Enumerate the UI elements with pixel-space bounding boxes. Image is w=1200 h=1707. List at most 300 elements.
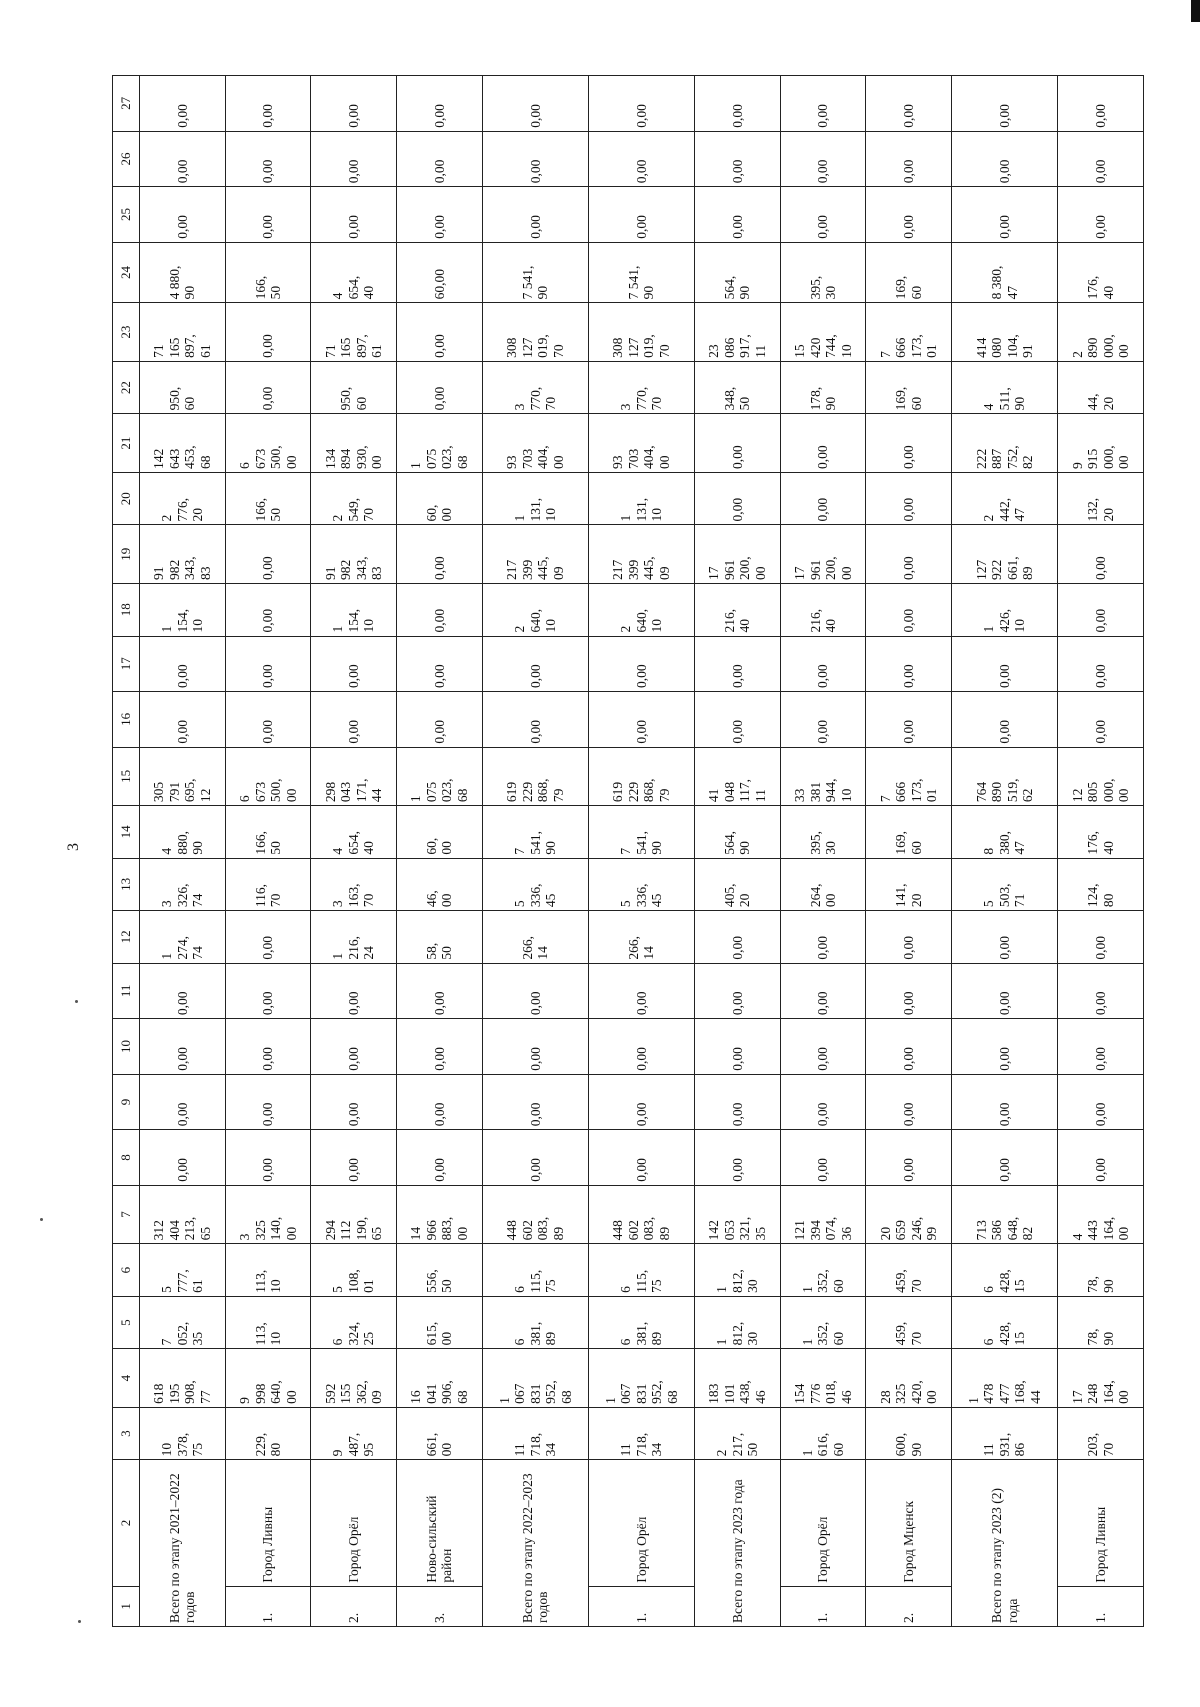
- table-cell: 0,00: [482, 1130, 588, 1186]
- row-municipality: Город Ливны: [225, 1460, 311, 1586]
- row-group-label: Всего по этапу 2021–2022 годов: [140, 1460, 226, 1627]
- table-cell: 11 718, 34: [588, 1407, 694, 1460]
- table-cell: 183 101 438, 46: [695, 1349, 781, 1408]
- table-cell: 127 922 661, 89: [952, 525, 1058, 584]
- table-cell: 6 673 500, 00: [225, 414, 311, 473]
- row-index: 1.: [588, 1586, 694, 1626]
- column-header: 22: [113, 361, 140, 414]
- column-header: 7: [113, 1185, 140, 1244]
- row-municipality: Город Мценск: [866, 1460, 952, 1586]
- table-cell: 7 666 173, 01: [866, 303, 952, 362]
- table-cell: 6 381, 89: [482, 1296, 588, 1349]
- table-cell: 0,00: [588, 187, 694, 243]
- table-cell: 0,00: [482, 187, 588, 243]
- table-cell: 0,00: [695, 692, 781, 748]
- table-cell: 91 982 343, 83: [140, 525, 226, 584]
- table-cell: 178, 90: [780, 361, 866, 414]
- table-cell: 0,00: [780, 1019, 866, 1075]
- table-cell: 169, 60: [866, 806, 952, 859]
- table-cell: 0,00: [588, 692, 694, 748]
- table-cell: 7 541, 90: [588, 806, 694, 859]
- table-cell: 124, 80: [1058, 858, 1144, 911]
- table-cell: 615, 00: [397, 1296, 483, 1349]
- table-cell: 166, 50: [225, 472, 311, 525]
- table-cell: 3 325 140, 00: [225, 1185, 311, 1244]
- table-cell: 0,00: [140, 692, 226, 748]
- table-cell: 142 643 453, 68: [140, 414, 226, 473]
- table-cell: 78, 90: [1058, 1244, 1144, 1297]
- table-cell: 6 115, 75: [588, 1244, 694, 1297]
- table-cell: 0,00: [225, 76, 311, 132]
- table-cell: 2 776, 20: [140, 472, 226, 525]
- table-cell: 60, 00: [397, 472, 483, 525]
- table-cell: 0,00: [482, 636, 588, 692]
- table-cell: 0,00: [225, 187, 311, 243]
- table-cell: 78, 90: [1058, 1296, 1144, 1349]
- table-cell: 5 503, 71: [952, 858, 1058, 911]
- table-cell: 33 381 944, 10: [780, 747, 866, 806]
- table-cell: 0,00: [397, 584, 483, 637]
- column-header: 25: [113, 187, 140, 243]
- column-header: 19: [113, 525, 140, 584]
- column-header: 17: [113, 636, 140, 692]
- table-cell: 113, 10: [225, 1296, 311, 1349]
- table-cell: 229, 80: [225, 1407, 311, 1460]
- column-header: 24: [113, 242, 140, 303]
- table-cell: 0,00: [866, 525, 952, 584]
- table-cell: 71 165 897, 61: [140, 303, 226, 362]
- table-cell: 217 399 445, 09: [482, 525, 588, 584]
- table-cell: 0,00: [482, 1019, 588, 1075]
- table-cell: 0,00: [588, 1074, 694, 1130]
- row-municipality: Город Ливны: [1058, 1460, 1144, 1586]
- table-cell: 154 776 018, 46: [780, 1349, 866, 1408]
- table-cell: 169, 60: [866, 242, 952, 303]
- table-cell: 0,00: [397, 131, 483, 187]
- column-header: 16: [113, 692, 140, 748]
- row-group-label: Всего по этапу 2023 года: [695, 1460, 781, 1627]
- edge-mark: [1191, 0, 1200, 22]
- table-cell: 0,00: [482, 963, 588, 1019]
- table-cell: 7 052, 35: [140, 1296, 226, 1349]
- table-row: [140, 76, 226, 1627]
- table-cell: 0,00: [952, 131, 1058, 187]
- table-cell: 1 216, 24: [311, 911, 397, 964]
- table-row: [866, 76, 952, 1627]
- table-cell: 0,00: [311, 636, 397, 692]
- table-cell: 0,00: [140, 636, 226, 692]
- table-cell: 1 131, 10: [482, 472, 588, 525]
- table-cell: 0,00: [866, 1074, 952, 1130]
- table-cell: 0,00: [780, 1130, 866, 1186]
- table-cell: 308 127 019, 70: [482, 303, 588, 362]
- table-cell: 448 602 083, 89: [588, 1185, 694, 1244]
- column-header: 2: [113, 1460, 140, 1586]
- table-cell: 0,00: [695, 963, 781, 1019]
- stray-dot: [75, 1000, 78, 1003]
- table-cell: 93 703 404, 00: [482, 414, 588, 473]
- table-cell: 7 541, 90: [482, 242, 588, 303]
- table-cell: 0,00: [952, 636, 1058, 692]
- table-cell: 0,00: [1058, 1019, 1144, 1075]
- table-cell: 116, 70: [225, 858, 311, 911]
- column-header: 4: [113, 1349, 140, 1408]
- table-row: [397, 76, 483, 1627]
- table-cell: 0,00: [311, 1019, 397, 1075]
- table-cell: 0,00: [866, 1130, 952, 1186]
- table-cell: 0,00: [780, 911, 866, 964]
- table-cell: 2 442, 47: [952, 472, 1058, 525]
- column-header: 20: [113, 472, 140, 525]
- table-cell: 2 217, 50: [695, 1407, 781, 1460]
- table-cell: 91 982 343, 83: [311, 525, 397, 584]
- table-cell: 0,00: [140, 76, 226, 132]
- table-cell: 1 352, 60: [780, 1296, 866, 1349]
- header-row: [113, 76, 140, 1627]
- table-cell: 0,00: [397, 525, 483, 584]
- table-cell: 1 426, 10: [952, 584, 1058, 637]
- table-cell: 1 067 831 952, 68: [588, 1349, 694, 1408]
- table-cell: 0,00: [952, 187, 1058, 243]
- table-cell: 448 602 083, 89: [482, 1185, 588, 1244]
- row-index: 1.: [780, 1586, 866, 1626]
- table-cell: 0,00: [140, 1019, 226, 1075]
- table-cell: 17 961 200, 00: [695, 525, 781, 584]
- table-row: [952, 76, 1058, 1627]
- table-cell: 17 248 164, 00: [1058, 1349, 1144, 1408]
- table-cell: 5 777, 61: [140, 1244, 226, 1297]
- row-group-label: Всего по этапу 2022–2023 годов: [482, 1460, 588, 1627]
- table-cell: 0,00: [695, 472, 781, 525]
- table-cell: 0,00: [866, 636, 952, 692]
- table-cell: 661, 00: [397, 1407, 483, 1460]
- table-cell: 2 640, 10: [588, 584, 694, 637]
- table-cell: 2 890 000, 00: [1058, 303, 1144, 362]
- table-cell: 0,00: [1058, 584, 1144, 637]
- table-cell: 216, 40: [780, 584, 866, 637]
- table-cell: 14 966 883, 00: [397, 1185, 483, 1244]
- table-row: [695, 76, 781, 1627]
- table-cell: 0,00: [397, 963, 483, 1019]
- table-cell: 0,00: [866, 414, 952, 473]
- table-cell: 713 586 648, 82: [952, 1185, 1058, 1244]
- table-cell: 0,00: [780, 131, 866, 187]
- table-cell: 216, 40: [695, 584, 781, 637]
- column-header: 15: [113, 747, 140, 806]
- table-cell: 3 770, 70: [482, 361, 588, 414]
- stray-dot: [40, 1218, 43, 1221]
- table-cell: 0,00: [866, 963, 952, 1019]
- table-cell: 0,00: [1058, 1130, 1144, 1186]
- table-cell: 0,00: [311, 963, 397, 1019]
- table-cell: 8 380, 47: [952, 242, 1058, 303]
- row-municipality: Ново-сильский район: [397, 1460, 483, 1586]
- table-cell: 3 163, 70: [311, 858, 397, 911]
- page-number: 3: [65, 843, 82, 851]
- table-cell: 1 352, 60: [780, 1244, 866, 1297]
- table-cell: 11 718, 34: [482, 1407, 588, 1460]
- table-cell: 1 812, 30: [695, 1244, 781, 1297]
- table-cell: 1 131, 10: [588, 472, 694, 525]
- table-cell: 46, 00: [397, 858, 483, 911]
- table-cell: 2 640, 10: [482, 584, 588, 637]
- table-cell: 9 915 000, 00: [1058, 414, 1144, 473]
- table-cell: 0,00: [866, 472, 952, 525]
- table-cell: 60, 00: [397, 806, 483, 859]
- table-cell: 0,00: [1058, 76, 1144, 132]
- table-cell: 0,00: [225, 692, 311, 748]
- column-header: 23: [113, 303, 140, 362]
- table-cell: 0,00: [695, 911, 781, 964]
- table-cell: 950, 60: [140, 361, 226, 414]
- table-cell: 0,00: [225, 1019, 311, 1075]
- table-cell: 1 154, 10: [140, 584, 226, 637]
- table-cell: 113, 10: [225, 1244, 311, 1297]
- data-table: [112, 75, 1144, 1627]
- table-cell: 4 654, 40: [311, 806, 397, 859]
- table-cell: 405, 20: [695, 858, 781, 911]
- table-cell: 0,00: [1058, 525, 1144, 584]
- table-cell: 28 325 420, 00: [866, 1349, 952, 1408]
- table-cell: 0,00: [225, 525, 311, 584]
- table-cell: 0,00: [780, 472, 866, 525]
- table-cell: 6 381, 89: [588, 1296, 694, 1349]
- table-cell: 12 805 000, 00: [1058, 747, 1144, 806]
- table-cell: 0,00: [588, 636, 694, 692]
- table-cell: 7 541, 90: [482, 806, 588, 859]
- table-cell: 0,00: [780, 963, 866, 1019]
- table-cell: 71 165 897, 61: [311, 303, 397, 362]
- table-cell: 0,00: [311, 1074, 397, 1130]
- table-cell: 764 890 519, 62: [952, 747, 1058, 806]
- table-cell: 0,00: [140, 1074, 226, 1130]
- table-cell: 0,00: [311, 76, 397, 132]
- table-cell: 5 336, 45: [482, 858, 588, 911]
- table-cell: 556, 50: [397, 1244, 483, 1297]
- row-municipality: Город Орёл: [588, 1460, 694, 1586]
- table-cell: 132, 20: [1058, 472, 1144, 525]
- table-cell: 0,00: [780, 414, 866, 473]
- table-cell: 0,00: [397, 1074, 483, 1130]
- table-cell: 0,00: [140, 1130, 226, 1186]
- table-cell: 0,00: [397, 187, 483, 243]
- table-cell: 298 043 171, 44: [311, 747, 397, 806]
- table-cell: 141, 20: [866, 858, 952, 911]
- table-cell: 0,00: [695, 187, 781, 243]
- table-cell: 600, 90: [866, 1407, 952, 1460]
- table-cell: 0,00: [952, 963, 1058, 1019]
- table-cell: 305 791 695, 12: [140, 747, 226, 806]
- table-cell: 395, 30: [780, 242, 866, 303]
- table-cell: 58, 50: [397, 911, 483, 964]
- table-cell: 1 075 023, 68: [397, 414, 483, 473]
- table-cell: 0,00: [225, 1074, 311, 1130]
- table-cell: 0,00: [397, 692, 483, 748]
- table-cell: 0,00: [311, 131, 397, 187]
- table-cell: 0,00: [695, 414, 781, 473]
- table-cell: 2 549, 70: [311, 472, 397, 525]
- table-cell: 4 880, 90: [140, 806, 226, 859]
- row-municipality: Город Орёл: [311, 1460, 397, 1586]
- column-header: 8: [113, 1130, 140, 1186]
- table-cell: 4 511, 90: [952, 361, 1058, 414]
- table-cell: 0,00: [952, 692, 1058, 748]
- table-cell: 4 880, 90: [140, 242, 226, 303]
- column-header: 14: [113, 806, 140, 859]
- table-cell: 0,00: [1058, 131, 1144, 187]
- table-cell: 6 115, 75: [482, 1244, 588, 1297]
- table-cell: 0,00: [780, 636, 866, 692]
- column-header: 11: [113, 963, 140, 1019]
- table-cell: 166, 50: [225, 242, 311, 303]
- table-cell: 203, 70: [1058, 1407, 1144, 1460]
- table-cell: 142 053 321, 35: [695, 1185, 781, 1244]
- table-cell: 0,00: [866, 76, 952, 132]
- table-cell: 0,00: [588, 963, 694, 1019]
- table-cell: 0,00: [588, 1130, 694, 1186]
- table-cell: 0,00: [225, 636, 311, 692]
- table-cell: 0,00: [311, 187, 397, 243]
- table-cell: 0,00: [695, 131, 781, 187]
- row-index: 2.: [311, 1586, 397, 1626]
- table-cell: 0,00: [225, 963, 311, 1019]
- table-cell: 6 673 500, 00: [225, 747, 311, 806]
- table-cell: 1 812, 30: [695, 1296, 781, 1349]
- table-cell: 121 394 074, 36: [780, 1185, 866, 1244]
- table-cell: 564, 90: [695, 806, 781, 859]
- table-cell: 176, 40: [1058, 806, 1144, 859]
- table-cell: 619 229 868, 79: [482, 747, 588, 806]
- table-cell: 0,00: [397, 636, 483, 692]
- table-cell: 4 443 164, 00: [1058, 1185, 1144, 1244]
- table-cell: 0,00: [866, 584, 952, 637]
- column-header: 9: [113, 1074, 140, 1130]
- table-cell: 176, 40: [1058, 242, 1144, 303]
- table-cell: 10 378, 75: [140, 1407, 226, 1460]
- rotated-table-wrapper: [112, 75, 1144, 1627]
- table-cell: 592 155 362, 09: [311, 1349, 397, 1408]
- table-cell: 0,00: [695, 1019, 781, 1075]
- table-cell: 44, 20: [1058, 361, 1144, 414]
- table-cell: 0,00: [866, 131, 952, 187]
- table-cell: 16 041 906, 68: [397, 1349, 483, 1408]
- table-cell: 0,00: [952, 76, 1058, 132]
- table-cell: 264, 00: [780, 858, 866, 911]
- table-cell: 266, 14: [588, 911, 694, 964]
- table-cell: 0,00: [695, 1074, 781, 1130]
- row-index: 1.: [1058, 1586, 1144, 1626]
- table-cell: 0,00: [1058, 963, 1144, 1019]
- table-cell: 0,00: [225, 584, 311, 637]
- column-header: 5: [113, 1296, 140, 1349]
- table-row: [1058, 76, 1144, 1627]
- table-cell: 0,00: [397, 361, 483, 414]
- table-cell: 618 195 908, 77: [140, 1349, 226, 1408]
- table-cell: 0,00: [397, 1019, 483, 1075]
- table-row: [311, 76, 397, 1627]
- table-cell: 0,00: [1058, 187, 1144, 243]
- table-cell: 4 654, 40: [311, 242, 397, 303]
- table-row: [588, 76, 694, 1627]
- table-cell: 0,00: [482, 76, 588, 132]
- table-cell: 5 336, 45: [588, 858, 694, 911]
- table-cell: 17 961 200, 00: [780, 525, 866, 584]
- table-cell: 6 324, 25: [311, 1296, 397, 1349]
- table-cell: 348, 50: [695, 361, 781, 414]
- table-cell: 0,00: [140, 131, 226, 187]
- column-header: 12: [113, 911, 140, 964]
- column-header: 26: [113, 131, 140, 187]
- table-cell: 6 428, 15: [952, 1296, 1058, 1349]
- table-cell: 459, 70: [866, 1296, 952, 1349]
- table-cell: 9 998 640, 00: [225, 1349, 311, 1408]
- table-cell: 1 478 477 168, 44: [952, 1349, 1058, 1408]
- table-cell: 0,00: [780, 187, 866, 243]
- table-cell: 9 487, 95: [311, 1407, 397, 1460]
- table-cell: 1 075 023, 68: [397, 747, 483, 806]
- table-cell: 0,00: [952, 1074, 1058, 1130]
- table-cell: 0,00: [866, 1019, 952, 1075]
- table-cell: 41 048 117, 11: [695, 747, 781, 806]
- table-cell: 0,00: [1058, 692, 1144, 748]
- table-cell: 0,00: [588, 1019, 694, 1075]
- stray-dot: [78, 1620, 81, 1623]
- table-cell: 0,00: [225, 131, 311, 187]
- table-cell: 619 229 868, 79: [588, 747, 694, 806]
- table-cell: 0,00: [1058, 911, 1144, 964]
- table-cell: 0,00: [225, 361, 311, 414]
- table-cell: 0,00: [695, 76, 781, 132]
- table-cell: 0,00: [695, 1130, 781, 1186]
- table-cell: 564, 90: [695, 242, 781, 303]
- table-cell: 60,00: [397, 242, 483, 303]
- row-group-label: Всего по этапу 2023 (2) года: [952, 1460, 1058, 1627]
- table-cell: 414 080 104, 91: [952, 303, 1058, 362]
- column-header: 21: [113, 414, 140, 473]
- column-header: 3: [113, 1407, 140, 1460]
- table-cell: 0,00: [588, 76, 694, 132]
- table-cell: 1 067 831 952, 68: [482, 1349, 588, 1408]
- table-cell: 0,00: [866, 911, 952, 964]
- row-municipality: Город Орёл: [780, 1460, 866, 1586]
- table-cell: 0,00: [952, 1019, 1058, 1075]
- table-cell: 20 659 246, 99: [866, 1185, 952, 1244]
- table-cell: 0,00: [695, 636, 781, 692]
- table-cell: 0,00: [780, 692, 866, 748]
- table-cell: 0,00: [397, 1130, 483, 1186]
- table-cell: 166, 50: [225, 806, 311, 859]
- table-cell: 7 541, 90: [588, 242, 694, 303]
- table-cell: 0,00: [780, 76, 866, 132]
- table-cell: 0,00: [140, 187, 226, 243]
- table-cell: 7 666 173, 01: [866, 747, 952, 806]
- column-header: 27: [113, 76, 140, 132]
- table-cell: 8 380, 47: [952, 806, 1058, 859]
- table-cell: 0,00: [482, 131, 588, 187]
- table-cell: 0,00: [225, 911, 311, 964]
- table-row: [482, 76, 588, 1627]
- column-header: 1: [113, 1586, 140, 1626]
- table-cell: 11 931, 86: [952, 1407, 1058, 1460]
- table-cell: 0,00: [780, 1074, 866, 1130]
- table-cell: 0,00: [397, 76, 483, 132]
- table-cell: 0,00: [952, 911, 1058, 964]
- table-cell: 1 274, 74: [140, 911, 226, 964]
- table-cell: 459, 70: [866, 1244, 952, 1297]
- column-header: 10: [113, 1019, 140, 1075]
- table-cell: 266, 14: [482, 911, 588, 964]
- table-cell: 6 428, 15: [952, 1244, 1058, 1297]
